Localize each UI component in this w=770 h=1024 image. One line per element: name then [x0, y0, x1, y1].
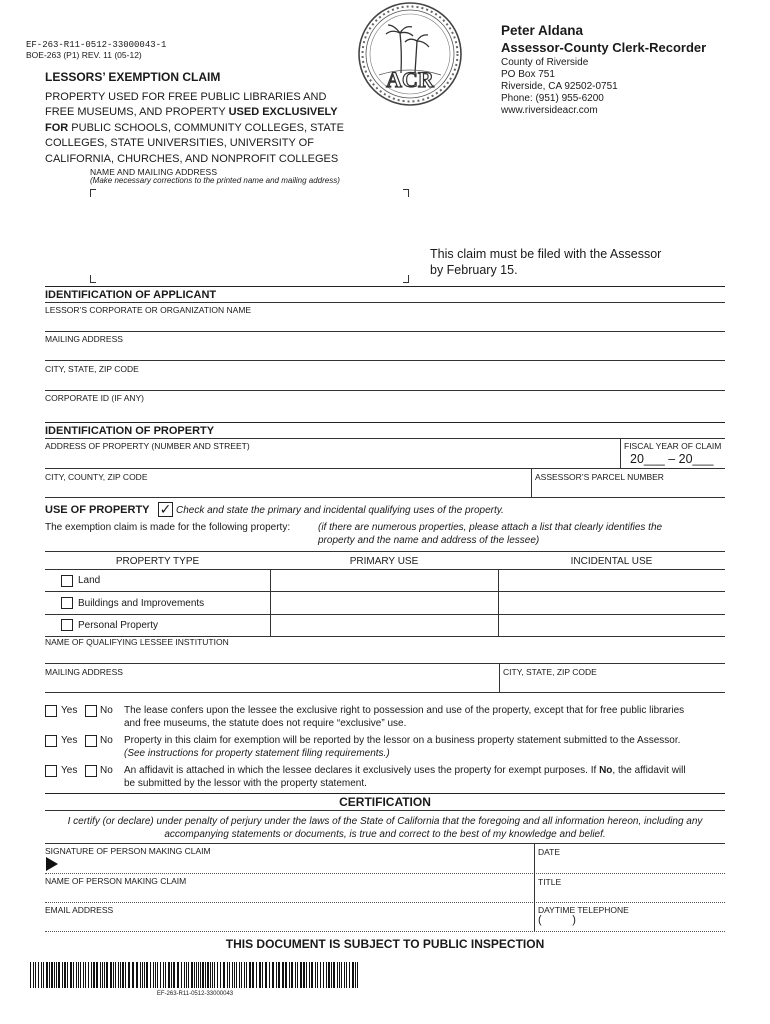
q3-text: be submitted by the lessor with the property statement.: [124, 778, 367, 789]
yes-label: Yes: [61, 705, 78, 716]
q1-no-checkbox[interactable]: [85, 705, 97, 717]
fiscal-year-label: FISCAL YEAR OF CLAIM: [624, 441, 722, 451]
city-zip: Riverside, CA 92502-0751: [501, 81, 618, 92]
q3-text: [124, 764, 686, 777]
filing-deadline: by February 15.: [430, 263, 518, 277]
divider: [45, 360, 725, 361]
lessee-name-input[interactable]: [45, 648, 725, 663]
title-input[interactable]: [538, 888, 725, 902]
q3-yes-checkbox[interactable]: [45, 765, 57, 777]
divider: [45, 468, 725, 469]
email-label: EMAIL ADDRESS: [45, 905, 114, 915]
claimant-name-input[interactable]: [45, 887, 530, 902]
certification-line: accompanying statements or documents, is true and correct to the best of my knowledge and belief.: [164, 829, 606, 840]
assessor-name: Peter Aldana: [501, 23, 584, 38]
land-incidental-use-input[interactable]: [500, 571, 724, 590]
subtitle-line: COLLEGES, STATE UNIVERSITIES, UNIVERSITY OF: [45, 137, 314, 150]
lessee-city-label: CITY, STATE, ZIP CODE: [503, 667, 597, 677]
subtitle-text: FREE MUSEUMS, AND PROPERTY: [45, 106, 229, 119]
col-incidental-use: INCIDENTAL USE: [570, 556, 653, 567]
certification-text: [30, 815, 740, 841]
subtitle-line: CALIFORNIA, CHURCHES, AND NONPROFIT COLLEGES: [45, 152, 339, 165]
date-input[interactable]: [538, 858, 725, 873]
date-label: DATE: [538, 847, 561, 857]
subtitle-line: [45, 121, 344, 136]
corner-mark: [403, 275, 409, 283]
city-state-zip-label: CITY, STATE, ZIP CODE: [45, 364, 139, 374]
property-city-input[interactable]: [45, 483, 525, 497]
divider: [45, 663, 725, 664]
divider: [534, 873, 535, 902]
form-revision: BOE-263 (P1) REV. 11 (05-12): [26, 50, 142, 60]
divider: [45, 902, 725, 903]
assessor-title: Assessor-County Clerk-Recorder: [501, 40, 707, 55]
yes-label: Yes: [61, 735, 78, 746]
personal-incidental-use-input[interactable]: [500, 616, 724, 635]
email-input[interactable]: [45, 916, 530, 931]
city-state-zip-input[interactable]: [45, 375, 725, 390]
buildings-incidental-use-input[interactable]: [500, 593, 724, 612]
name-address-input[interactable]: [95, 197, 400, 273]
divider: [534, 843, 535, 873]
no-label: No: [100, 705, 113, 716]
check-sample-icon: ✓: [159, 501, 172, 517]
phone-label: DAYTIME TELEPHONE: [538, 905, 629, 915]
corner-mark: [403, 189, 409, 197]
corner-mark: [90, 275, 96, 283]
applicant-section-title: IDENTIFICATION OF APPLICANT: [45, 289, 217, 301]
subtitle-line: PROPERTY USED FOR FREE PUBLIC LIBRARIES AND: [45, 91, 327, 103]
parcel-number-label: ASSESSOR’S PARCEL NUMBER: [535, 472, 664, 482]
subtitle-bold: FOR: [45, 121, 69, 134]
fiscal-year-input[interactable]: 20___ – 20___: [630, 452, 714, 466]
parcel-number-input[interactable]: [535, 483, 725, 497]
divider: [45, 569, 725, 570]
divider: [45, 793, 725, 794]
q1-text: The lease confers upon the lessee the exclusive right to possession and use of the property, except that for free public libraries: [124, 705, 685, 716]
q3-text-part: , the affidavit will: [612, 765, 686, 776]
lessee-name-label: NAME OF QUALIFYING LESSEE INSTITUTION: [45, 637, 229, 647]
form-code: EF-263-R11-0512-33000043-1: [26, 40, 167, 50]
q2-no-checkbox[interactable]: [85, 735, 97, 747]
lessee-city-input[interactable]: [503, 678, 725, 692]
form-title: LESSORS’ EXEMPTION CLAIM: [45, 70, 221, 84]
signature-input[interactable]: [62, 856, 530, 872]
divider: [45, 810, 725, 811]
phone-input[interactable]: ( ): [538, 914, 576, 926]
q3-no-checkbox[interactable]: [85, 765, 97, 777]
personal-property-checkbox[interactable]: [61, 619, 73, 631]
use-instruction: Check and state the primary and incidental qualifying uses of the property.: [176, 505, 504, 516]
land-primary-use-input[interactable]: [272, 571, 496, 590]
col-property-type: PROPERTY TYPE: [115, 556, 200, 567]
q3-text-part: An affidavit is attached in which the lessee declares it exclusively uses the property for exempt purposes. If: [124, 765, 600, 776]
divider: [45, 497, 725, 498]
no-label: No: [100, 765, 113, 776]
subtitle-bold: USED EXCLUSIVELY: [228, 106, 338, 119]
subtitle-line: [45, 105, 344, 120]
mailing-address-label: MAILING ADDRESS: [45, 334, 123, 344]
col-primary-use: PRIMARY USE: [349, 556, 419, 567]
divider: [45, 931, 725, 932]
certification-title: CERTIFICATION: [339, 795, 431, 809]
q2-text: Property in this claim for exemption will be reported by the lessor on a business property statement submitted to the Assessor.: [124, 735, 681, 746]
phone: Phone: (951) 955-6200: [501, 93, 604, 104]
q1-text: and free museums, the statute does not require “exclusive” use.: [124, 718, 407, 729]
address-block-note: (Make necessary corrections to the printed name and mailing address): [90, 176, 340, 185]
filing-notice: This claim must be filed with the Assessor: [430, 247, 662, 261]
divider: [531, 468, 532, 497]
land-checkbox[interactable]: [61, 575, 73, 587]
divider: [45, 692, 725, 693]
title-label: TITLE: [538, 877, 562, 887]
q2-yes-checkbox[interactable]: [45, 735, 57, 747]
q3-text-bold: No: [599, 765, 613, 776]
divider: [45, 286, 725, 287]
form-subtitle: [45, 90, 344, 167]
divider: [45, 614, 725, 615]
lessee-mailing-input[interactable]: [45, 678, 495, 692]
no-label: No: [100, 735, 113, 746]
barcode-icon: [30, 962, 360, 988]
county-name: County of Riverside: [501, 57, 589, 68]
corporate-id-label: CORPORATE ID (IF ANY): [45, 393, 145, 403]
property-address-input[interactable]: [45, 452, 615, 467]
divider: [45, 438, 725, 439]
website-link[interactable]: www.riversideacr.com: [501, 105, 598, 116]
q1-yes-checkbox[interactable]: [45, 705, 57, 717]
divider: [534, 902, 535, 931]
divider: [45, 390, 725, 391]
divider: [499, 663, 500, 692]
divider: [45, 331, 725, 332]
property-section-title: IDENTIFICATION OF PROPERTY: [45, 425, 215, 437]
property-address-label: ADDRESS OF PROPERTY (NUMBER AND STREET): [45, 441, 250, 451]
lessee-mailing-label: MAILING ADDRESS: [45, 667, 123, 677]
lessor-name-label: LESSOR’S CORPORATE OR ORGANIZATION NAME: [45, 305, 252, 315]
personal-property-label: Personal Property: [78, 620, 159, 631]
po-box: PO Box 751: [501, 69, 555, 80]
divider: [498, 569, 499, 636]
buildings-label: Buildings and Improvements: [78, 598, 205, 609]
divider: [270, 569, 271, 636]
claim-note: (if there are numerous properties, please attach a list that clearly identifies the: [318, 522, 663, 533]
claimant-name-label: NAME OF PERSON MAKING CLAIM: [45, 876, 187, 886]
land-label: Land: [78, 575, 101, 586]
divider: [45, 591, 725, 592]
lessor-name-input[interactable]: [45, 316, 725, 331]
address-block-label: NAME AND MAILING ADDRESS: [90, 167, 218, 177]
corporate-id-input[interactable]: [45, 404, 725, 419]
buildings-primary-use-input[interactable]: [272, 593, 496, 612]
certification-line: I certify (or declare) under penalty of perjury under the laws of the State of California that the foregoing and all information hereon, including any: [67, 816, 703, 827]
q2-text: (See instructions for property statement filing requirements.): [124, 748, 390, 759]
county-seal: [357, 1, 463, 107]
divider: [620, 438, 621, 468]
claim-note: property and the name and address of the lessee): [318, 535, 540, 546]
subtitle-text: PUBLIC SCHOOLS, COMMUNITY COLLEGES, STATE: [68, 121, 344, 134]
divider: [45, 843, 725, 844]
property-city-label: CITY, COUNTY, ZIP CODE: [45, 472, 148, 482]
divider: [45, 422, 725, 423]
seal-initials: ACR: [386, 67, 434, 92]
divider: [45, 551, 725, 552]
buildings-checkbox[interactable]: [61, 597, 73, 609]
barcode-text: EF-263-R11-0512-33000043: [156, 991, 234, 997]
use-section-title: USE OF PROPERTY: [45, 504, 150, 516]
claim-text: The exemption claim is made for the following property:: [45, 522, 291, 533]
yes-label: Yes: [61, 765, 78, 776]
personal-primary-use-input[interactable]: [272, 616, 496, 635]
divider: [45, 873, 725, 874]
public-inspection-notice: THIS DOCUMENT IS SUBJECT TO PUBLIC INSPECTION: [225, 937, 545, 951]
signature-label: SIGNATURE OF PERSON MAKING CLAIM: [45, 846, 211, 856]
divider: [45, 302, 725, 303]
corner-mark: [90, 189, 96, 197]
mailing-address-input[interactable]: [45, 345, 725, 360]
